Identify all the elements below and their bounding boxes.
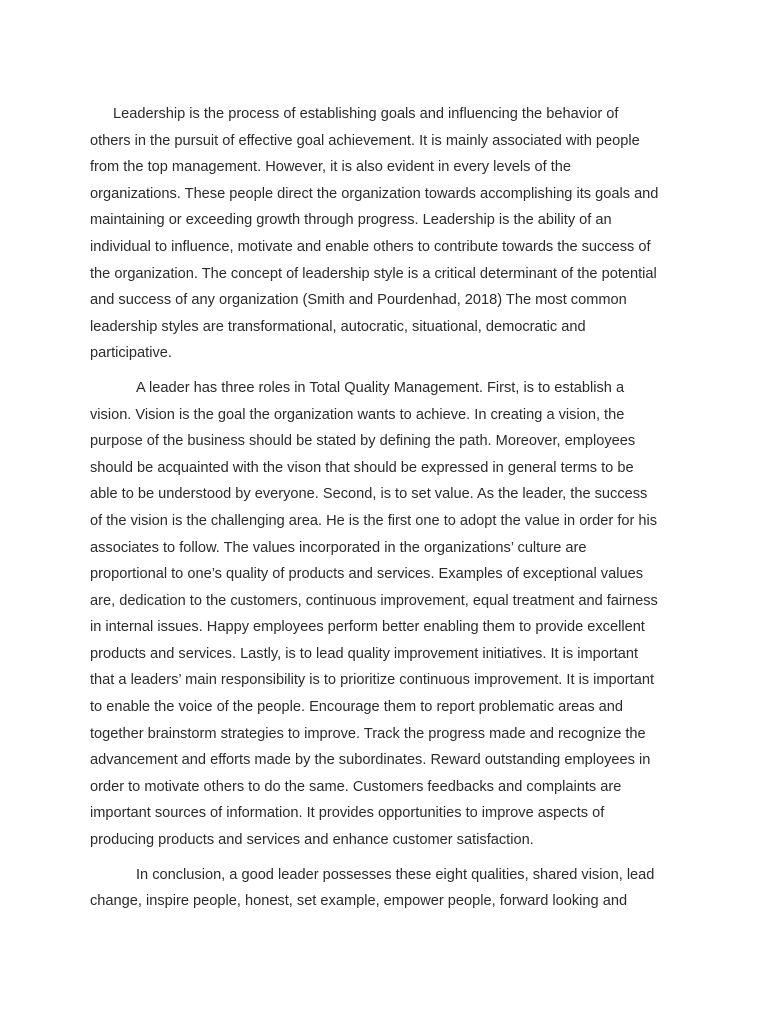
- text-line: advancement and efforts made by the subordinates. Reward outstanding employees in: [90, 752, 651, 769]
- text-line: important sources of information. It provides opportunities to improve aspects of: [90, 805, 605, 822]
- text-line: others in the pursuit of effective goal achievement. It is mainly associated with people: [90, 132, 640, 149]
- text-line: [90, 862, 690, 889]
- text-line: that a leaders’ main responsibility is to prioritize continuous improvement. It is important: [90, 672, 654, 689]
- text-line: participative.: [90, 345, 172, 362]
- text-line: proportional to one’s quality of products and services. Examples of exceptional values: [90, 566, 643, 583]
- text-line: of the vision is the challenging area. He is the first one to adopt the value in order for his: [90, 512, 658, 529]
- text-line: able to be understood by everyone. Second, is to set value. As the leader, the success: [90, 486, 648, 503]
- text-line: vision. Vision is the goal the organization wants to achieve. In creating a vision, the: [90, 406, 625, 423]
- text-line-content: Leadership is the process of establishing goals and influencing the behavior of: [113, 106, 619, 122]
- paragraph-leadership-definition: [90, 101, 690, 367]
- text-line: order to motivate others to do the same. Customers feedbacks and complaints are: [90, 778, 622, 795]
- text-line: maintaining or exceeding growth through progress. Leadership is the ability of an: [90, 212, 612, 229]
- text-line: purpose of the business should be stated by defining the path. Moreover, employees: [90, 433, 636, 450]
- text-line: change, inspire people, honest, set example, empower people, forward looking and: [90, 893, 628, 910]
- text-line-content: A leader has three roles in Total Quality Management. First, is to establish a: [136, 379, 625, 396]
- text-line: to enable the voice of the people. Encourage them to report problematic areas and: [90, 699, 624, 716]
- text-line: together brainstorm strategies to improve. Track the progress made and recognize the: [90, 725, 646, 742]
- paragraph-conclusion: [90, 862, 690, 915]
- text-line: are, dedication to the customers, continuous improvement, equal treatment and fairness: [90, 592, 658, 609]
- text-line-content: In conclusion, a good leader possesses these eight qualities, shared vision, lead: [136, 866, 655, 883]
- text-line: individual to influence, motivate and enable others to contribute towards the success of: [90, 238, 651, 255]
- paragraph-leader-roles: [90, 375, 690, 854]
- text-line: leadership styles are transformational, autocratic, situational, democratic and: [90, 318, 586, 335]
- document-body: [90, 101, 690, 923]
- text-line: [90, 375, 690, 402]
- text-line: the organization. The concept of leadership style is a critical determinant of the potential: [90, 265, 657, 282]
- text-line: should be acquainted with the vison that should be expressed in general terms to be: [90, 459, 634, 476]
- text-line: [90, 101, 690, 128]
- text-line: producing products and services and enhance customer satisfaction.: [90, 832, 534, 849]
- text-line: from the top management. However, it is also evident in every levels of the: [90, 159, 572, 176]
- text-line: in internal issues. Happy employees perform better enabling them to provide excellent: [90, 619, 645, 636]
- text-line: organizations. These people direct the organization towards accomplishing its goals and: [90, 185, 659, 202]
- text-line: associates to follow. The values incorporated in the organizations’ culture are: [90, 539, 587, 556]
- text-line: products and services. Lastly, is to lead quality improvement initiatives. It is important: [90, 645, 639, 662]
- text-line: and success of any organization (Smith and Pourdenhad, 2018) The most common: [90, 292, 627, 309]
